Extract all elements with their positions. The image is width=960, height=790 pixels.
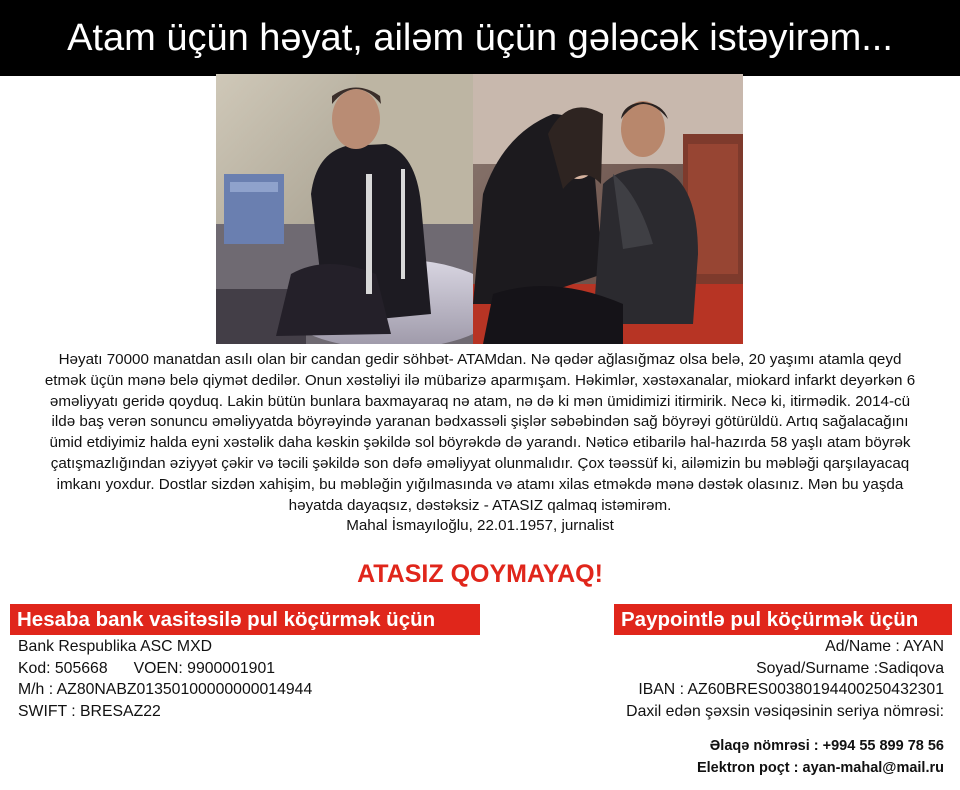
story-text [0, 350, 960, 537]
story-line: çatışmazlığından əziyyət çəkir və təcili şəkildə son dəfə əməliyyat olunmalıdır. Çox təəssüf ki, ailəmizin bu məbləği qarşılayacaq [50, 454, 910, 472]
story-line: etmək üçün mənə belə qiymət dedilər. Onun xəstəliyi ilə mübarizə aparmışam. Həkimlər, xəstəxanalar, miokard infarkt deyərkən 6 [44, 371, 916, 389]
paypoint-iban: IBAN : AZ60BRES00380194400250432301 [638, 681, 944, 698]
story-line: ümid etdiyimiz halda eyni xəstəlik daha kəskin şəkildə sol böyrəkdə də yarandı. Nəticə etibarilə hal-hazırda 58 yaşlı atam böyrək [49, 434, 911, 452]
paypoint-surname: Soyad/Surname :Sadiqova [756, 659, 944, 677]
bank-details [18, 636, 312, 722]
photo-father-hospital [216, 74, 473, 344]
slogan: ATASIZ QOYMAYAQ! [357, 560, 603, 588]
photo-daughter-with-father [473, 74, 743, 344]
bank-kod: Kod: 505668 [18, 659, 108, 677]
story-line: Həyatı 70000 manatdan asılı olan bir candan gedir söhbət- ATAMdan. Nə qədər ağlasığmaz olsa belə, 20 yaşımı atamla qeyd [58, 351, 902, 368]
paypoint-id-note: Daxil edən şəxsin vəsiqəsinin seriya nömrəsi: [626, 702, 944, 720]
story-line: həyatda dayaqsız, dəstəksiz - ATASIZ qalmaq istəmirəm. [288, 496, 672, 514]
bank-codes-row [18, 658, 312, 680]
bank-name: Bank Respublika ASC MXD [18, 638, 213, 655]
contact-email: Elektron poçt : ayan-mahal@mail.ru [696, 760, 944, 776]
contact-info [697, 735, 944, 779]
page-title-bar [0, 0, 960, 76]
story-signature: Mahal İsmayıloğlu, 22.01.1957, jurnalist [346, 517, 614, 535]
paypoint-heading [614, 604, 952, 635]
paypoint-name: Ad/Name : AYAN [825, 638, 944, 655]
photo-daughter-with-father-image [473, 74, 743, 344]
bank-account: M/h : AZ80NABZ01350100000000014944 [18, 681, 313, 698]
bank-transfer-heading [10, 604, 480, 635]
contact-phone: Əlaqə nömrəsi : +994 55 899 78 56 [709, 738, 944, 754]
paypoint-heading-text: Paypointlə pul köçürmək üçün [621, 607, 919, 631]
story-line: ildə baş verən sonuncu əməliyyatda böyrəyində yaranan bədxassəli şişlər səbəbindən sağ böyrəyi götürüldü. Artıq sağalacağını [51, 413, 909, 431]
story-line: imkanı yoxdur. Dostlar sizdən xahişim, bu məbləğin yığılmasında və atamı xilas etməkdə mənə dəstək olasınız. Mən bu yaşda [56, 475, 904, 493]
photo-father-hospital-image [216, 74, 473, 344]
bank-swift: SWIFT : BRESAZ22 [18, 702, 161, 720]
bank-voen: VOEN: 9900001901 [133, 659, 276, 677]
page-title: Atam üçün həyat, ailəm üçün gələcək istəyirəm... [67, 16, 893, 59]
paypoint-details [626, 636, 944, 722]
bank-transfer-heading-text: Hesaba bank vasitəsilə pul köçürmək üçün [17, 607, 436, 631]
story-line: əməliyyatı geridə qoyduq. Lakin bütün bunlara baxmayaraq nə atam, nə də ki mən ümidimizi itirmirik. Necə ki, itirmədik. 2014-cü [49, 392, 911, 410]
